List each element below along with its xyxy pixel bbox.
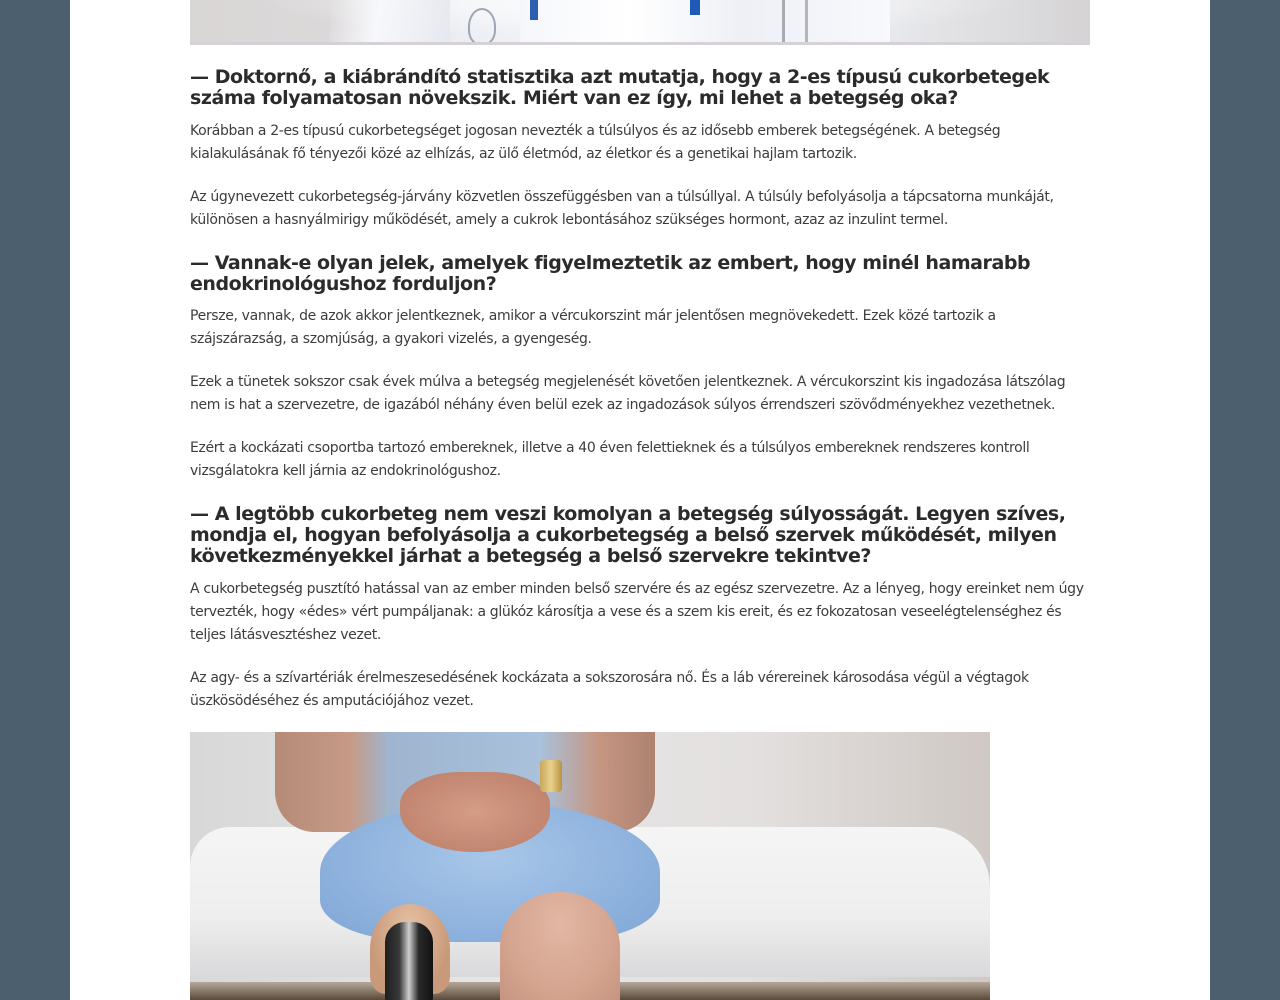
answer-paragraph: Az úgynevezett cukorbetegség-járvány közvetlen összefüggésben van a túlsúllyal. A túlsúly befolyásolja a tápcsatorna munkáját, különösen a hasnyálmirigy működését, amely a cukrok lebontásához szükséges hormont, azaz az inzulint termel.	[190, 189, 1054, 228]
watch-shape	[540, 760, 562, 792]
shirt-detail	[530, 0, 538, 20]
answer-paragraph: Ezért a kockázati csoportba tartozó embereknek, illetve a 40 éven felettieknek és a túlsúlyos embereknek rendszeres kontroll vizsgálatokra kell járnia az endokrinológushoz.	[190, 440, 1030, 479]
coat-shape	[520, 0, 890, 45]
doctor-image	[190, 0, 1090, 45]
shirt-detail	[690, 0, 700, 15]
image-edge	[190, 42, 1090, 45]
interview-question: — A legtöbb cukorbeteg nem veszi komolyan a betegség súlyosságát. Legyen szíves, mondja el, hogyan befolyásolja a cukorbetegség a belső szervek működését, milyen következményekkel járhat a betegség a belső szervekre tekintve?	[190, 503, 1066, 567]
patient-image	[190, 732, 990, 1000]
stethoscope-tube	[805, 0, 808, 45]
page-container	[70, 0, 1210, 1000]
answer-paragraph: Korábban a 2-es típusú cukorbetegséget jogosan nevezték a túlsúlyos és az idősebb emberek betegségének. A betegség kialakulásának fő tényezői közé az elhízás, az ülő életmód, az életkor és a genetikai hajlam tartozik.	[190, 123, 1001, 162]
article	[190, 0, 1090, 709]
prosthetic-leg-shape	[385, 922, 433, 1000]
answer-paragraph: Persze, vannak, de azok akkor jelentkeznek, amikor a vércukorszint már jelentősen megnövekedett. Ezek közé tartozik a szájszárazság, a szomjúság, a gyakori vizelés, a gyengeség.	[190, 308, 996, 347]
hands-shape	[400, 772, 550, 852]
coat-shape	[330, 0, 450, 45]
answer-paragraph: Az agy- és a szívartériák érelmeszesedésének kockázata a sokszorosára nő. És a láb vérereinek károsodása végül a végtagok üszkösödéséhez és amputációjához vezet.	[190, 670, 1029, 709]
stethoscope-shape	[468, 8, 496, 45]
answer-paragraph: A cukorbetegség pusztító hatással van az ember minden belső szervére és az egész szervezetre. Az a lényeg, hogy ereinket nem úgy tervezték, hogy «édes» vért pumpáljanak: a glükóz károsítja a vese és a szem kis ereit, és ez fokozatosan veseelégtelenséghez és teljes látásvesztéshez vezet.	[190, 581, 1084, 643]
stethoscope-tube	[782, 0, 785, 45]
interview-question: — Vannak-e olyan jelek, amelyek figyelmeztetik az embert, hogy minél hamarabb endokrinológushoz forduljon?	[190, 252, 1031, 295]
interview-question: — Doktornő, a kiábrándító statisztika azt mutatja, hogy a 2-es típusú cukorbetegek száma folyamatosan növekszik. Miért van ez így, mi lehet a betegség oka?	[190, 66, 1050, 109]
answer-paragraph: Ezek a tünetek sokszor csak évek múlva a betegség megjelenését követően jelentkeznek. A vércukorszint kis ingadozása látszólag nem is hat a szervezetre, de igazából néhány éven belül ezek az ingadozások súlyos érrendszeri szövődményekhez vezethetnek.	[190, 374, 1066, 413]
knee-shape	[500, 892, 620, 1000]
